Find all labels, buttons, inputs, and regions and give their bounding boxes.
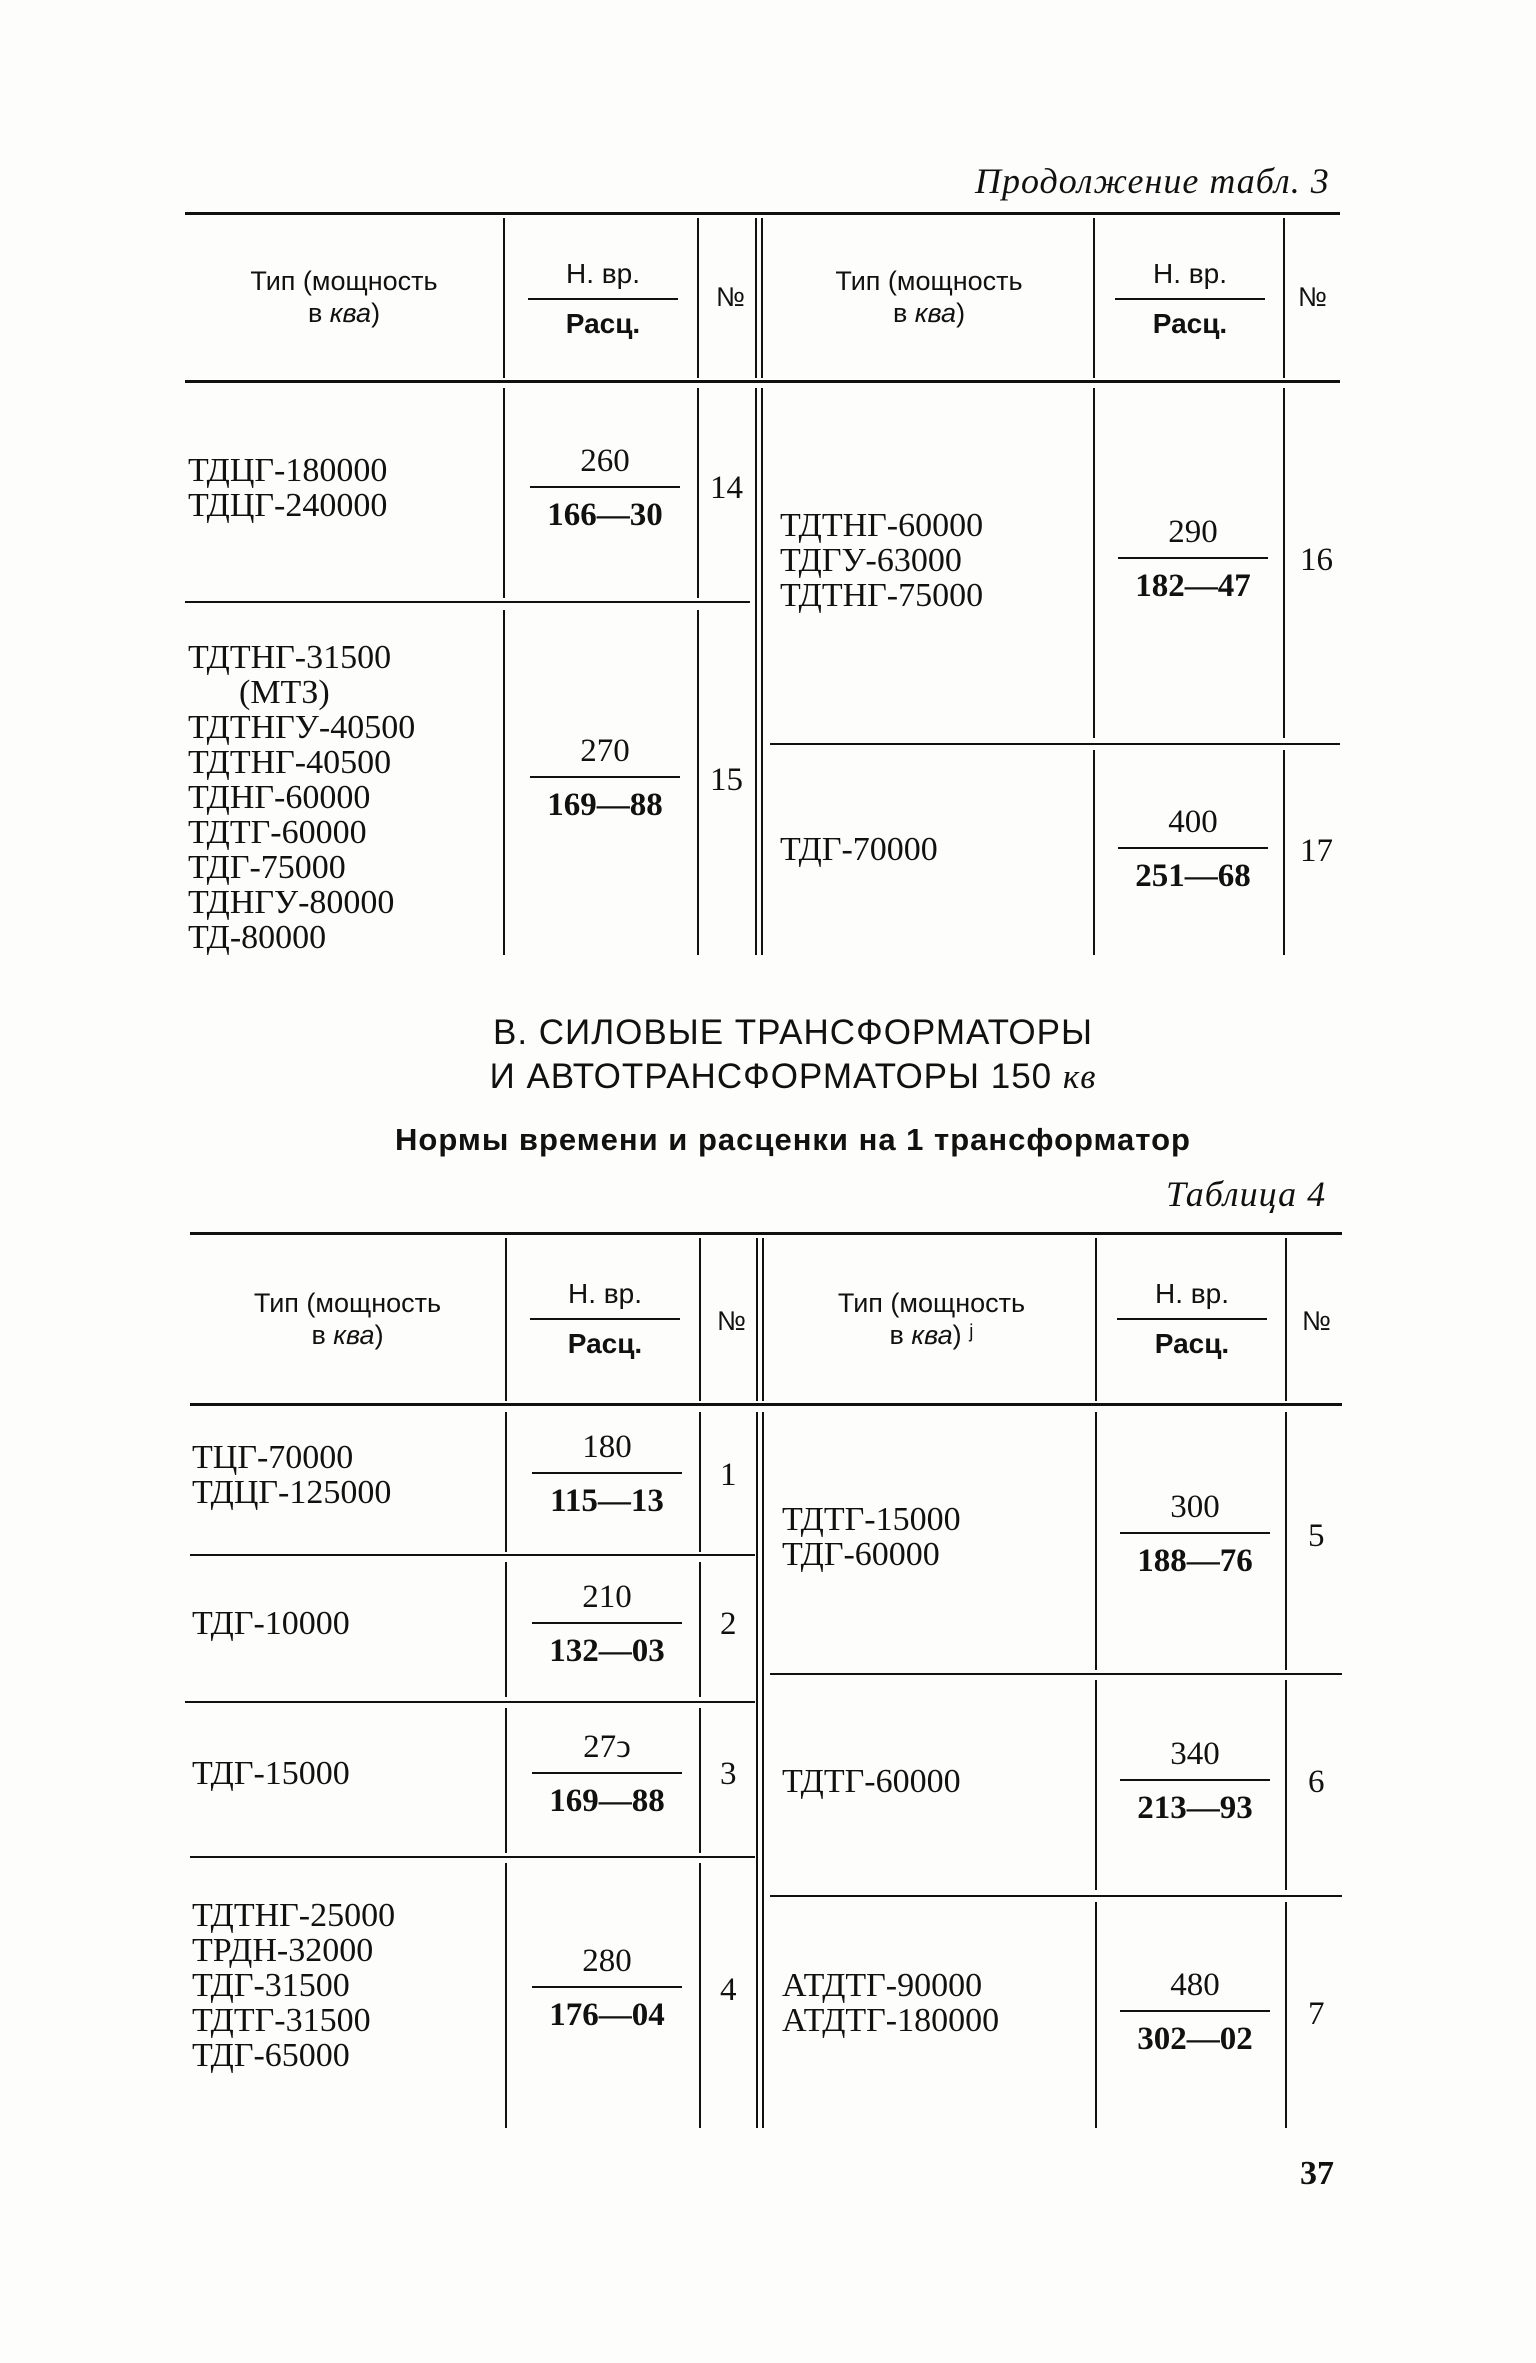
- t3-hdr-type-right: Тип (мощность в ква): [835, 266, 1023, 328]
- t4-hdr-v1: [505, 1238, 507, 1401]
- t3-row14-norm: 260 166—30: [530, 442, 680, 534]
- t4-l-v2-r3: [699, 1708, 701, 1853]
- t4-row7-norm: 480 302—02: [1120, 1966, 1270, 2058]
- t3-top-rule: [185, 212, 1340, 215]
- t3-body-v1b: [503, 610, 505, 955]
- t3-row16-no: 16: [1300, 542, 1333, 578]
- t4-row1-norm: 180 115—13: [532, 1428, 682, 1520]
- t4-right-sep-2: [770, 1895, 1342, 1897]
- t3-hdr-v5: [1283, 218, 1285, 378]
- t3-hdr-v2: [697, 218, 699, 378]
- t4-row4-no: 4: [720, 1972, 737, 2008]
- t3-body-v3b: [761, 388, 763, 955]
- t3-row17-types: ТДГ-70000: [780, 831, 938, 868]
- t4-row5-types: ТДТГ-15000 ТДГ-60000: [782, 1501, 961, 1573]
- t3-row14-no: 14: [710, 470, 743, 506]
- t4-row5-no: 5: [1308, 1518, 1325, 1554]
- t4-r-v1-r6: [1095, 1680, 1097, 1890]
- continuation-caption: Продолжение табл. 3: [975, 161, 1330, 201]
- section-title-line2: И АВТОТРАНСФОРМАТОРЫ 150 кв: [489, 1057, 1097, 1096]
- t4-hdr-v5: [1285, 1238, 1287, 1401]
- t4-row1-no: 1: [720, 1457, 737, 1493]
- t4-row6-types: ТДТГ-60000: [782, 1763, 961, 1800]
- t4-l-v1-r3: [505, 1708, 507, 1853]
- t4-r-v2-r7: [1285, 1902, 1287, 2128]
- t4-row7-types: АТДТГ-90000 АТДТГ-180000: [782, 1967, 1000, 2039]
- t4-row6-norm: 340 213—93: [1120, 1735, 1270, 1827]
- section-subtitle: Нормы времени и расценки на 1 трансформатор: [395, 1122, 1191, 1157]
- t4-center-v-b: [762, 1412, 764, 2128]
- t3-body-v4b: [1093, 750, 1095, 955]
- t3-row17-norm: 400 251—68: [1118, 803, 1268, 895]
- t4-right-sep-1: [770, 1673, 1342, 1675]
- t4-hdr-type-left: Тип (мощность в ква): [253, 1288, 442, 1350]
- t4-l-v2-r4: [699, 1863, 701, 2128]
- t4-hdr-v2: [699, 1238, 701, 1401]
- t4-row2-no: 2: [720, 1606, 737, 1642]
- t4-r-v2-r5: [1285, 1412, 1287, 1670]
- t3-row16-norm: 290 182—47: [1118, 513, 1268, 605]
- t4-row5-norm: 300 188—76: [1120, 1488, 1270, 1580]
- t3-body-v3a: [755, 388, 757, 955]
- t4-center-v-a: [756, 1412, 758, 2128]
- t4-left-sep-1: [190, 1554, 755, 1556]
- t3-row17-no: 17: [1300, 833, 1333, 869]
- t3-row15-norm: 270 169—88: [530, 732, 680, 824]
- t3-body-v5b: [1283, 750, 1285, 955]
- t4-r-v1-r7: [1095, 1902, 1097, 2128]
- t3-hdr-no-left: №: [716, 282, 745, 312]
- t3-hdr-v1: [503, 218, 505, 378]
- t3-row15-types: ТДТНГ-31500 (МТЗ) ТДТНГУ-40500 ТДТНГ-40500 ТДНГ-60000 ТДТГ-60000 ТДГ-75000 ТДНГУ-80000 ТД-80000: [188, 639, 416, 956]
- t4-row2-norm: 210 132—03: [532, 1578, 682, 1670]
- t4-row6-no: 6: [1308, 1764, 1325, 1800]
- t3-hdr-v4: [1093, 218, 1095, 378]
- t4-hdr-norm-left: Н. вр. Расц.: [530, 1278, 680, 1360]
- t3-hdr-type-left: Тип (мощность в ква): [250, 266, 438, 328]
- t4-l-v1-r1: [505, 1412, 507, 1552]
- t3-row15-no: 15: [710, 762, 743, 798]
- t4-row4-types: ТДТНГ-25000 ТРДН-32000 ТДГ-31500 ТДТГ-31500 ТДГ-65000: [192, 1897, 396, 2074]
- t3-body-v2a: [697, 388, 699, 598]
- table-4-caption: Таблица 4: [1166, 1174, 1327, 1214]
- t3-hdr-v3b: [761, 218, 763, 378]
- t4-hdr-norm-right: Н. вр. Расц.: [1117, 1278, 1267, 1360]
- t4-row3-norm: 27ↄ 169—88: [532, 1728, 682, 1820]
- t3-left-row-sep: [185, 601, 750, 603]
- t3-body-v1a: [503, 388, 505, 598]
- t4-row1-types: ТЦГ-70000 ТДЦГ-125000: [192, 1439, 392, 1511]
- t3-hdr-v3a: [755, 218, 757, 378]
- t3-body-v5a: [1283, 388, 1285, 738]
- section-title-line1: В. СИЛОВЫЕ ТРАНСФОРМАТОРЫ: [492, 1013, 1093, 1052]
- t3-row14-types: ТДЦГ-180000 ТДЦГ-240000: [188, 452, 388, 524]
- t4-l-v1-r2: [505, 1562, 507, 1697]
- t4-row3-no: 3: [720, 1756, 737, 1792]
- t4-hdr-v4: [1095, 1238, 1097, 1401]
- t4-row3-types: ТДГ-15000: [192, 1755, 350, 1792]
- t4-r-v2-r6: [1285, 1680, 1287, 1890]
- t4-top-rule: [190, 1232, 1342, 1235]
- t3-header-rule: [185, 380, 1340, 383]
- t3-hdr-no-right: №: [1298, 282, 1327, 312]
- t4-r-v1-r5: [1095, 1412, 1097, 1670]
- t4-l-v2-r1: [699, 1412, 701, 1552]
- t3-row16-types: ТДТНГ-60000 ТДГУ-63000 ТДТНГ-75000: [780, 507, 984, 614]
- page-number: 37: [1300, 2155, 1334, 2192]
- t4-left-sep-3: [190, 1856, 755, 1858]
- t3-hdr-norm-left: Н. вр. Расц.: [528, 258, 678, 340]
- t4-header-rule: [190, 1403, 1342, 1406]
- t4-left-sep-2: [185, 1701, 755, 1703]
- t4-hdr-no-right: №: [1302, 1306, 1331, 1336]
- t3-body-v4a: [1093, 388, 1095, 738]
- t4-hdr-v3a: [756, 1238, 758, 1401]
- t3-body-v2b: [697, 610, 699, 955]
- t4-hdr-no-left: №: [717, 1306, 746, 1336]
- t4-hdr-v3b: [762, 1238, 764, 1401]
- t3-hdr-norm-right: Н. вр. Расц.: [1115, 258, 1265, 340]
- t3-right-row-sep: [770, 743, 1340, 745]
- t4-row7-no: 7: [1308, 1996, 1325, 2032]
- t4-hdr-type-right: Тип (мощность в ква) ʲ: [837, 1288, 1026, 1350]
- t4-row2-types: ТДГ-10000: [192, 1605, 350, 1642]
- t4-l-v1-r4: [505, 1863, 507, 2128]
- t4-row4-norm: 280 176—04: [532, 1942, 682, 2034]
- t4-l-v2-r2: [699, 1562, 701, 1697]
